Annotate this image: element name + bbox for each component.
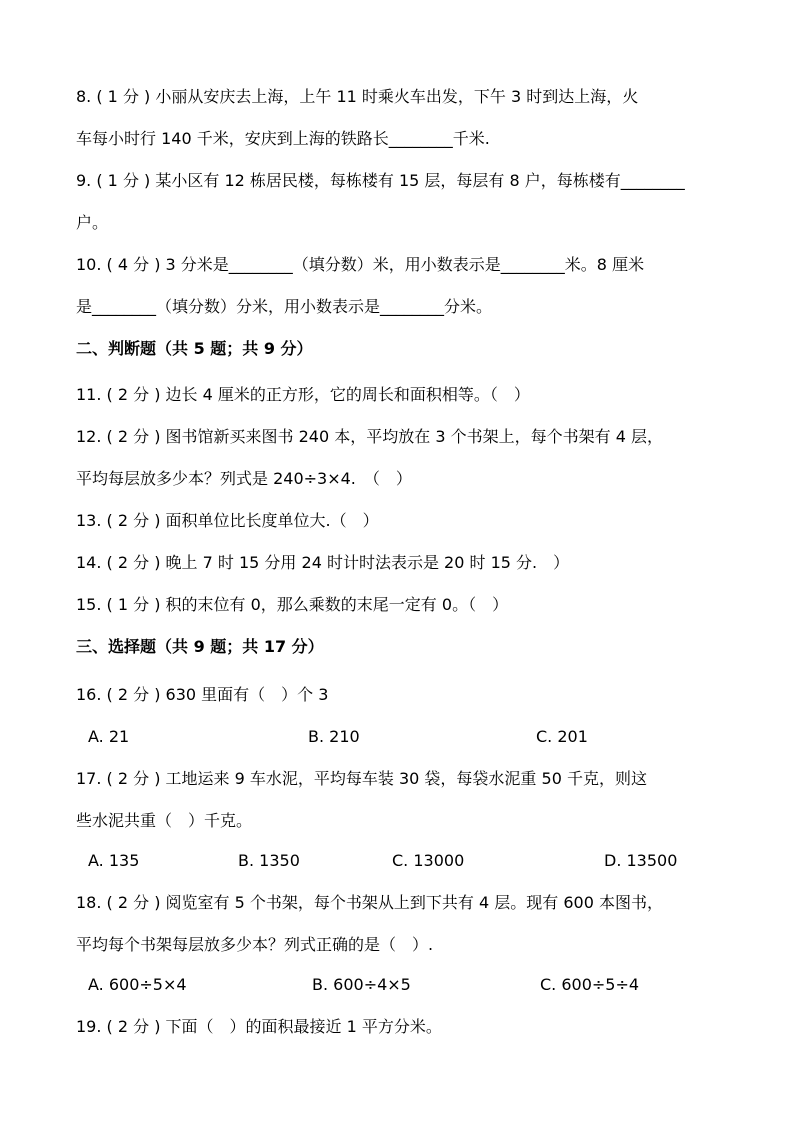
- question-17-option-a[interactable]: A. 135: [88, 851, 140, 870]
- question-8-line-1: 8. ( 1 分 ) 小丽从安庆去上海，上午 11 时乘火车出发，下午 3 时到达上海，火: [76, 87, 639, 106]
- question-15: 15. ( 1 分 ) 积的末位有 0，那么乘数的末尾一定有 0。（ ）: [76, 595, 509, 614]
- question-14: 14. ( 2 分 ) 晚上 7 时 15 分用 24 时计时法表示是 20 时 15 分. ）: [76, 553, 570, 572]
- question-19: 19. ( 2 分 ) 下面（ ）的面积最接近 1 平方分米。: [76, 1017, 442, 1036]
- question-18-option-a[interactable]: A. 600÷5×4: [88, 975, 187, 994]
- question-17-line-2: 些水泥共重（ ）千克。: [76, 811, 253, 830]
- question-17-option-d[interactable]: D. 13500: [604, 851, 678, 870]
- section-2-title: 二、判断题（共 5 题；共 9 分）: [76, 339, 313, 358]
- section-3-title: 三、选择题（共 9 题；共 17 分）: [76, 637, 324, 656]
- question-16-option-b[interactable]: B. 210: [308, 727, 360, 746]
- question-17-option-c[interactable]: C. 13000: [392, 851, 465, 870]
- question-12-line-1: 12. ( 2 分 ) 图书馆新买来图书 240 本，平均放在 3 个书架上，每个书架有 4 层，: [76, 427, 663, 446]
- question-16-option-a[interactable]: A. 21: [88, 727, 130, 746]
- question-18-option-b[interactable]: B. 600÷4×5: [312, 975, 411, 994]
- question-9-line-1: 9. ( 1 分 ) 某小区有 12 栋居民楼，每栋楼有 15 层，每层有 8 户，每栋楼有________: [76, 171, 685, 190]
- question-8-line-2: 车每小时行 140 千米，安庆到上海的铁路长________千米.: [76, 129, 490, 148]
- question-10-line-2: 是________（填分数）分米，用小数表示是________分米。: [76, 297, 493, 316]
- question-17-option-b[interactable]: B. 1350: [238, 851, 300, 870]
- question-10-line-1: 10. ( 4 分 ) 3 分米是________（填分数）米，用小数表示是________米。8 厘米: [76, 255, 645, 274]
- question-18-line-2: 平均每个书架每层放多少本？列式正确的是（ ）.: [76, 935, 434, 954]
- question-16-option-c[interactable]: C. 201: [536, 727, 588, 746]
- question-13: 13. ( 2 分 ) 面积单位比长度单位大.（ ）: [76, 511, 379, 530]
- question-18-option-c[interactable]: C. 600÷5÷4: [540, 975, 640, 994]
- question-16: 16. ( 2 分 ) 630 里面有（ ）个 3: [76, 685, 329, 704]
- question-12-line-2: 平均每层放多少本？列式是 240÷3×4. （ ）: [76, 469, 412, 488]
- question-17-line-1: 17. ( 2 分 ) 工地运来 9 车水泥，平均每车装 30 袋，每袋水泥重 50 千克，则这: [76, 769, 647, 788]
- question-11: 11. ( 2 分 ) 边长 4 厘米的正方形，它的周长和面积相等。（ ）: [76, 385, 530, 404]
- question-9-line-2: 户。: [76, 213, 109, 232]
- question-18-line-1: 18. ( 2 分 ) 阅览室有 5 个书架，每个书架从上到下共有 4 层。现有 600 本图书，: [76, 893, 663, 912]
